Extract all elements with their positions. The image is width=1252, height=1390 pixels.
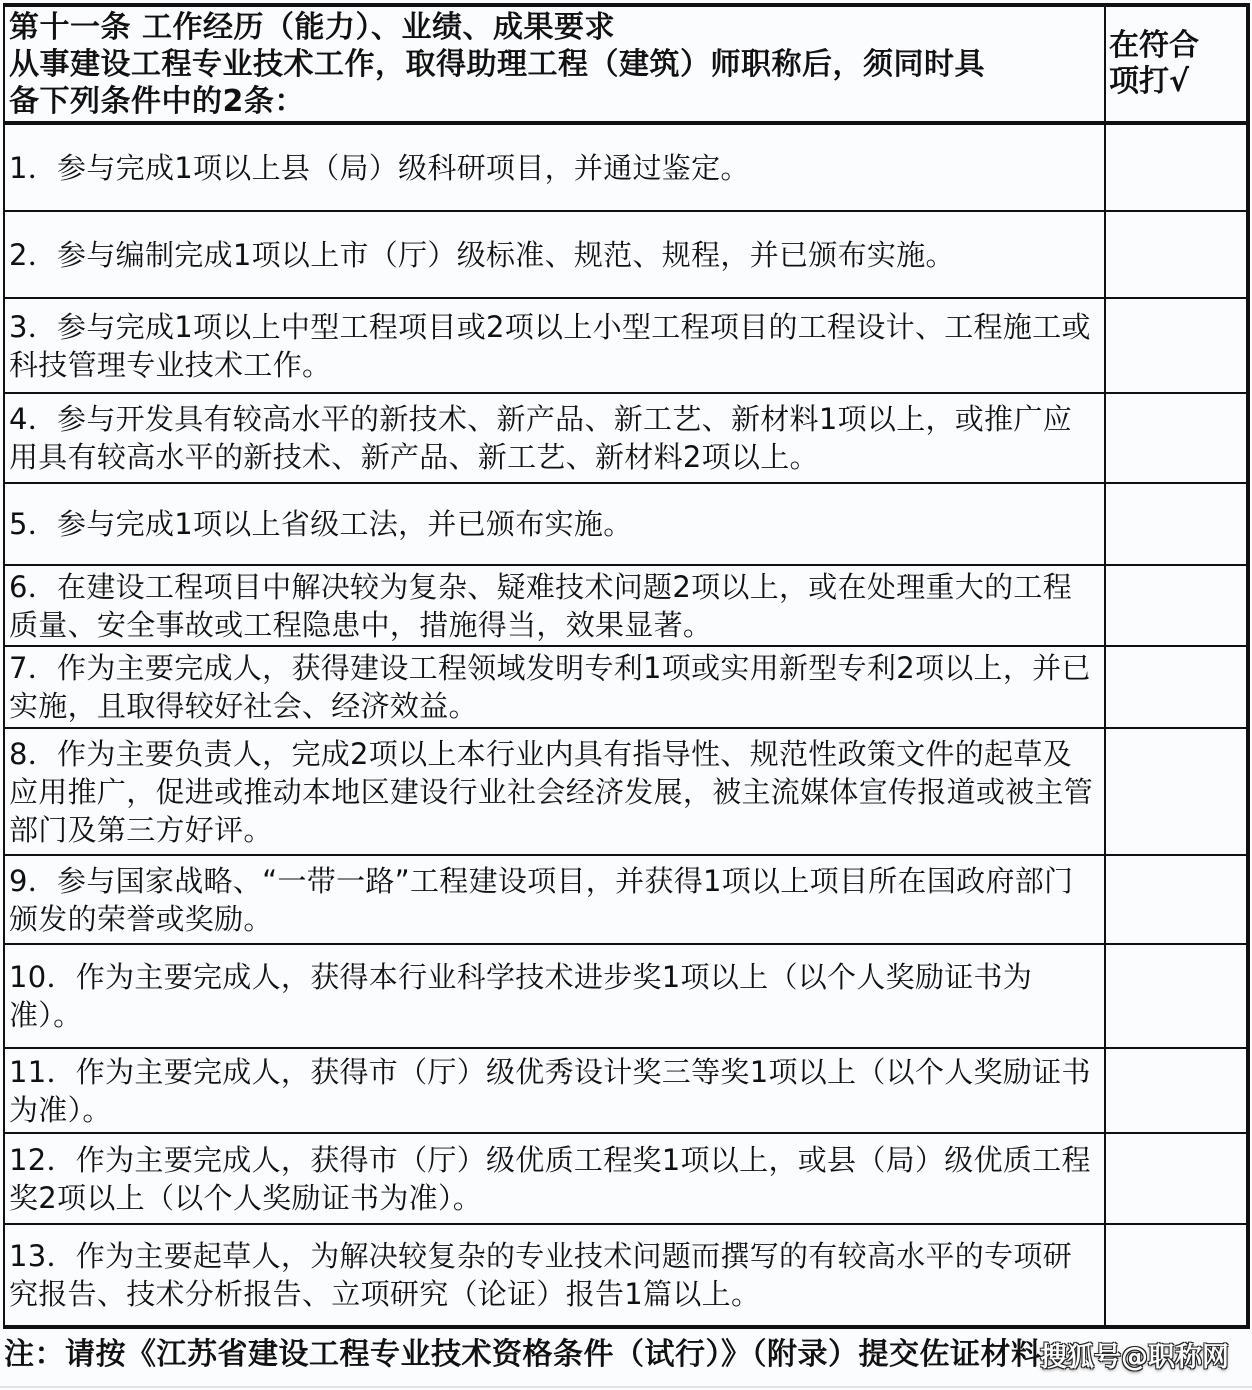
criterion-text: 11．作为主要完成人，获得市（厅）级优秀设计奖三等奖1项以上（以个人奖励证书为准）。: [4, 1048, 1105, 1133]
article-subtitle-line2: 备下列条件中的2条：: [9, 83, 305, 119]
criterion-text: 10．作为主要完成人，获得本行业科学技术进步奖1项以上（以个人奖励证书为准）。: [4, 944, 1105, 1048]
criterion-text: 12．作为主要完成人，获得市（厅）级优质工程奖1项以上，或县（局）级优质工程奖2项以上（以个人奖励证书为准）。: [4, 1133, 1105, 1224]
table-row: [4, 855, 1248, 944]
table-row: [4, 393, 1248, 483]
check-cell[interactable]: [1105, 565, 1248, 646]
table-row: [4, 123, 1248, 211]
table-row: [4, 298, 1248, 393]
table-row: [4, 565, 1248, 646]
table-row: [4, 211, 1248, 298]
check-cell[interactable]: [1105, 483, 1248, 565]
header-cell: [4, 5, 1105, 123]
table-row: [4, 728, 1248, 855]
check-cell[interactable]: [1105, 855, 1248, 944]
criterion-text: 8．作为主要负责人，完成2项以上本行业内具有指导性、规范性政策文件的起草及应用推广，促进或推动本地区建设行业社会经济发展，被主流媒体宣传报道或被主管部门及第三方好评。: [4, 728, 1105, 855]
check-cell[interactable]: [1105, 1133, 1248, 1224]
criterion-text: 9．参与国家战略、“一带一路”工程建设项目，并获得1项以上项目所在国政府部门颁发的荣誉或奖励。: [4, 855, 1105, 944]
check-cell[interactable]: [1105, 1048, 1248, 1133]
table-row: [4, 1133, 1248, 1224]
table-row: [4, 1224, 1248, 1327]
check-column-header-line1: 在符合: [1109, 28, 1199, 63]
article-subtitle-line1: 从事建设工程专业技术工作，取得助理工程（建筑）师职称后，须同时具: [9, 46, 985, 82]
check-cell[interactable]: [1105, 123, 1248, 211]
criterion-text: 5．参与完成1项以上省级工法，并已颁布实施。: [4, 483, 1105, 565]
table-row: [4, 483, 1248, 565]
criterion-text: 13．作为主要起草人，为解决较复杂的专业技术问题而撰写的有较高水平的专项研究报告、技术分析报告、立项研究（论证）报告1篇以上。: [4, 1224, 1105, 1327]
footnote: 注：请按《江苏省建设工程专业技术资格条件（试行）》（附录）提交佐证材料: [4, 1337, 1042, 1372]
check-cell[interactable]: [1105, 728, 1248, 855]
check-column-header-line2: 项打√: [1109, 64, 1190, 99]
criterion-text: 6．在建设工程项目中解决较为复杂、疑难技术问题2项以上，或在处理重大的工程质量、安全事故或工程隐患中，措施得当，效果显著。: [4, 565, 1105, 646]
table-row: [4, 944, 1248, 1048]
criterion-text: 3．参与完成1项以上中型工程项目或2项以上小型工程项目的工程设计、工程施工或科技管理专业技术工作。: [4, 298, 1105, 393]
criterion-text: 1．参与完成1项以上县（局）级科研项目，并通过鉴定。: [4, 123, 1105, 211]
watermark: 搜狐号@职称网: [1040, 1342, 1229, 1373]
article-title: 第十一条 工作经历（能力）、业绩、成果要求: [9, 9, 615, 45]
criterion-text: 7．作为主要完成人，获得建设工程领域发明专利1项或实用新型专利2项以上，并已实施，且取得较好社会、经济效益。: [4, 646, 1105, 728]
check-cell[interactable]: [1105, 298, 1248, 393]
divider: [0, 1386, 1252, 1388]
check-column-header: [1105, 5, 1248, 123]
criterion-text: 4．参与开发具有较高水平的新技术、新产品、新工艺、新材料1项以上，或推广应用具有较高水平的新技术、新产品、新工艺、新材料2项以上。: [4, 393, 1105, 483]
table-row: [4, 646, 1248, 728]
check-cell[interactable]: [1105, 646, 1248, 728]
criterion-text: 2．参与编制完成1项以上市（厅）级标准、规范、规程，并已颁布实施。: [4, 211, 1105, 298]
check-cell[interactable]: [1105, 211, 1248, 298]
criteria-table: [3, 3, 1250, 1329]
check-cell[interactable]: [1105, 1224, 1248, 1327]
check-cell[interactable]: [1105, 393, 1248, 483]
table-header-row: [4, 5, 1248, 123]
check-cell[interactable]: [1105, 944, 1248, 1048]
table-row: [4, 1048, 1248, 1133]
